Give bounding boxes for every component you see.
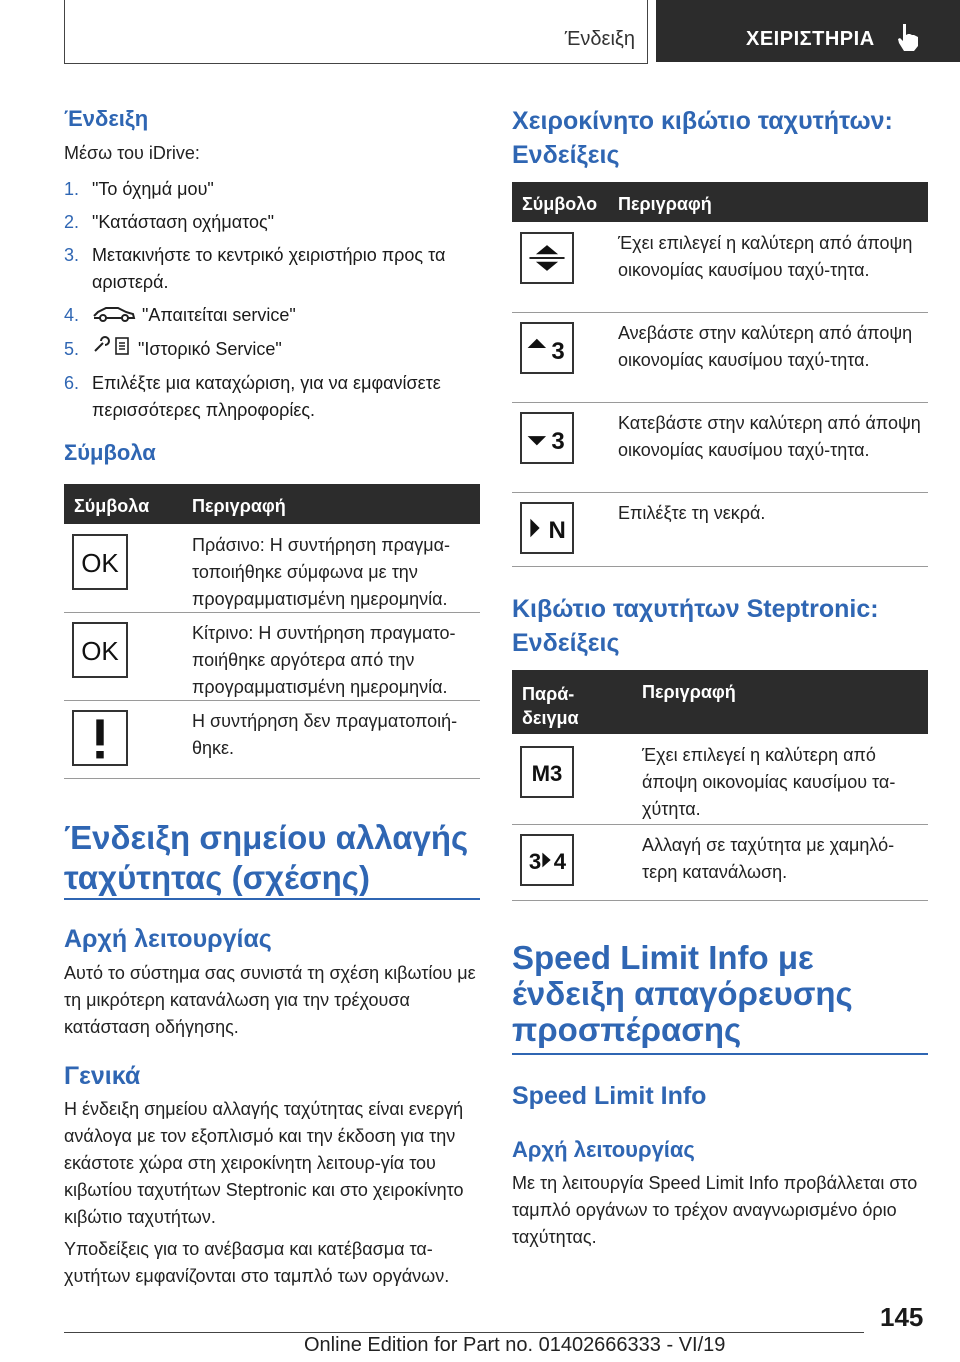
shift-3-to-4-icon bbox=[520, 834, 574, 886]
section-title-display: Ένδειξη bbox=[64, 106, 149, 131]
steptronic-heading: Κιβώτιο ταχυτήτων Steptronic: Ενδείξεις bbox=[512, 595, 879, 657]
principle-heading: Αρχή λειτουργίας bbox=[64, 925, 272, 953]
manual-table-header bbox=[512, 182, 928, 222]
table-row bbox=[512, 734, 928, 825]
table-row bbox=[512, 312, 928, 403]
exclamation-icon bbox=[72, 710, 128, 766]
step-item: 3. Μετακινήστε το κεντρικό χειριστήριο προς τα αριστερά. bbox=[64, 245, 446, 292]
heading-rule bbox=[512, 1053, 928, 1055]
edition-footer: Online Edition for Part no. 01402666333 - VI/19 bbox=[304, 1334, 726, 1356]
row-description: Επιλέξτε τη νεκρά. bbox=[618, 503, 766, 523]
row-description: Κατεβάστε στην καλύτερη από άποψη οικονομίας καυσίμου ταχύ-τητα. bbox=[618, 413, 921, 460]
manual-gearbox-heading: Χειροκίνητο κιβώτιο ταχυτήτων: Ενδείξεις bbox=[512, 107, 893, 169]
downshift-3-icon bbox=[520, 412, 574, 464]
optimal-gear-icon bbox=[520, 232, 574, 284]
header-chapter-label: ΧΕΙΡΙΣΤΗΡΙΑ bbox=[746, 28, 875, 50]
row-description: Κίτρινο: Η συντήρηση πραγματο-ποιήθηκε αργότερα από την προγραμματισμένη ημερομηνία. bbox=[192, 623, 456, 697]
intro-text: Μέσω του iDrive: bbox=[64, 143, 200, 163]
col-header-symbol: Σύμβολα bbox=[74, 496, 150, 516]
col-header-description: Περιγραφή bbox=[618, 194, 712, 214]
step-item: 2. "Κατάσταση οχήματος" bbox=[64, 212, 275, 232]
step-item: 5. "Ιστορικό Service" bbox=[64, 336, 484, 364]
upshift-3-icon bbox=[520, 322, 574, 374]
header-frame bbox=[64, 0, 648, 64]
general-heading: Γενικά bbox=[64, 1062, 141, 1090]
step-item: 1. "Το όχημά μου" bbox=[64, 179, 214, 199]
header-section-label: Ένδειξη bbox=[564, 28, 635, 50]
steptronic-table-header bbox=[512, 670, 928, 734]
ok-green-icon bbox=[72, 534, 128, 590]
row-description: Ανεβάστε στην καλύτερη από άποψη οικονομίας καυσίμου ταχύ-τητα. bbox=[618, 323, 913, 370]
row-description: Έχει επιλεγεί η καλύτερη από άποψη οικονομίας καυσίμου ταχύ-τητα. bbox=[618, 233, 913, 280]
col-header-description: Περιγραφή bbox=[192, 496, 286, 516]
speed-principle-heading: Αρχή λειτουργίας bbox=[512, 1137, 695, 1162]
table-row bbox=[512, 402, 928, 493]
col-header-description: Περιγραφή bbox=[642, 682, 736, 702]
col-header-example: Παρά-δειγμα bbox=[522, 684, 579, 728]
table-row bbox=[512, 222, 928, 313]
ok-yellow-icon bbox=[72, 622, 128, 678]
speed-limit-subheading: Speed Limit Info bbox=[512, 1082, 707, 1110]
svg-text:4: 4 bbox=[553, 849, 567, 875]
row-description: Πράσινο: Η συντήρηση πραγμα-τοποιήθηκε σύμφωνα με την προγραμματισμένη ημερομηνία. bbox=[192, 535, 451, 609]
hand-pointer-icon bbox=[894, 22, 922, 52]
shift-indicator-heading: Ένδειξη σημείου αλλαγής ταχύτητας (σχέσης) bbox=[64, 819, 469, 896]
general-hint-text: Υποδείξεις για το ανέβασμα και κατέβασμα τα-χυτήτων εμφανίζονται στο ταμπλό των οργάνων. bbox=[64, 1239, 450, 1286]
speed-limit-heading: Speed Limit Info με ένδειξη απαγόρευσης προσπέρασης bbox=[512, 939, 853, 1048]
row-description: Αλλαγή σε ταχύτητα με χαμηλό-τερη κατανάλωση. bbox=[642, 835, 895, 882]
header-chapter-tab[interactable] bbox=[656, 0, 960, 62]
row-description: Η συντήρηση δεν πραγματοποιή-θηκε. bbox=[192, 711, 458, 758]
neutral-n-icon bbox=[520, 502, 574, 554]
step-item: 6. Επιλέξτε μια καταχώριση, για να εμφανίσετε περισσότερες πληροφορίες. bbox=[64, 373, 441, 420]
svg-text:N: N bbox=[548, 517, 566, 545]
step-item: 4. "Απαιτείται service" bbox=[64, 302, 484, 330]
speed-principle-text: Με τη λειτουργία Speed Limit Info προβάλλεται στο ταμπλό οργάνων το τρέχον αναγνωρισμένο όριο ταχύτητας. bbox=[512, 1173, 918, 1247]
symbols-table-header bbox=[64, 484, 480, 524]
svg-text:OK: OK bbox=[81, 548, 119, 579]
service-history-icon bbox=[92, 336, 132, 364]
idrive-steps bbox=[64, 176, 484, 430]
car-icon bbox=[92, 303, 136, 330]
svg-text:OK: OK bbox=[81, 636, 119, 667]
symbols-heading: Σύμβολα bbox=[64, 440, 156, 465]
table-row bbox=[512, 492, 928, 567]
general-text: Η ένδειξη σημείου αλλαγής ταχύτητας είναι ενεργή ανάλογα με τον εξοπλισμό και την έκδοση για την εκάστοτε χώρα στη χειροκίνητη λειτουρ-γία του κιβωτίου ταχυτήτων Steptronic και στο χειροκίνητο κιβώτιο ταχυτήτων. bbox=[64, 1099, 464, 1227]
page-number: 145 bbox=[880, 1302, 924, 1332]
svg-text:3: 3 bbox=[551, 338, 565, 366]
table-row bbox=[64, 612, 480, 701]
table-row bbox=[64, 700, 480, 779]
svg-text:M3: M3 bbox=[531, 761, 563, 787]
svg-text:3: 3 bbox=[551, 428, 565, 456]
svg-text:3: 3 bbox=[528, 849, 542, 875]
table-row bbox=[64, 524, 480, 613]
m3-gear-icon bbox=[520, 746, 574, 798]
row-description: Έχει επιλεγεί η καλύτερη από άποψη οικονομίας καυσίμου τα-χύτητα. bbox=[642, 745, 896, 819]
footer-rule bbox=[64, 1332, 864, 1333]
col-header-symbol: Σύμβολο bbox=[522, 194, 598, 214]
principle-text: Αυτό το σύστημα σας συνιστά τη σχέση κιβωτίου με τη μικρότερη κατανάλωση για την τρέχουσα κατάσταση οδήγησης. bbox=[64, 963, 476, 1037]
heading-rule bbox=[64, 898, 480, 900]
table-row bbox=[512, 824, 928, 901]
